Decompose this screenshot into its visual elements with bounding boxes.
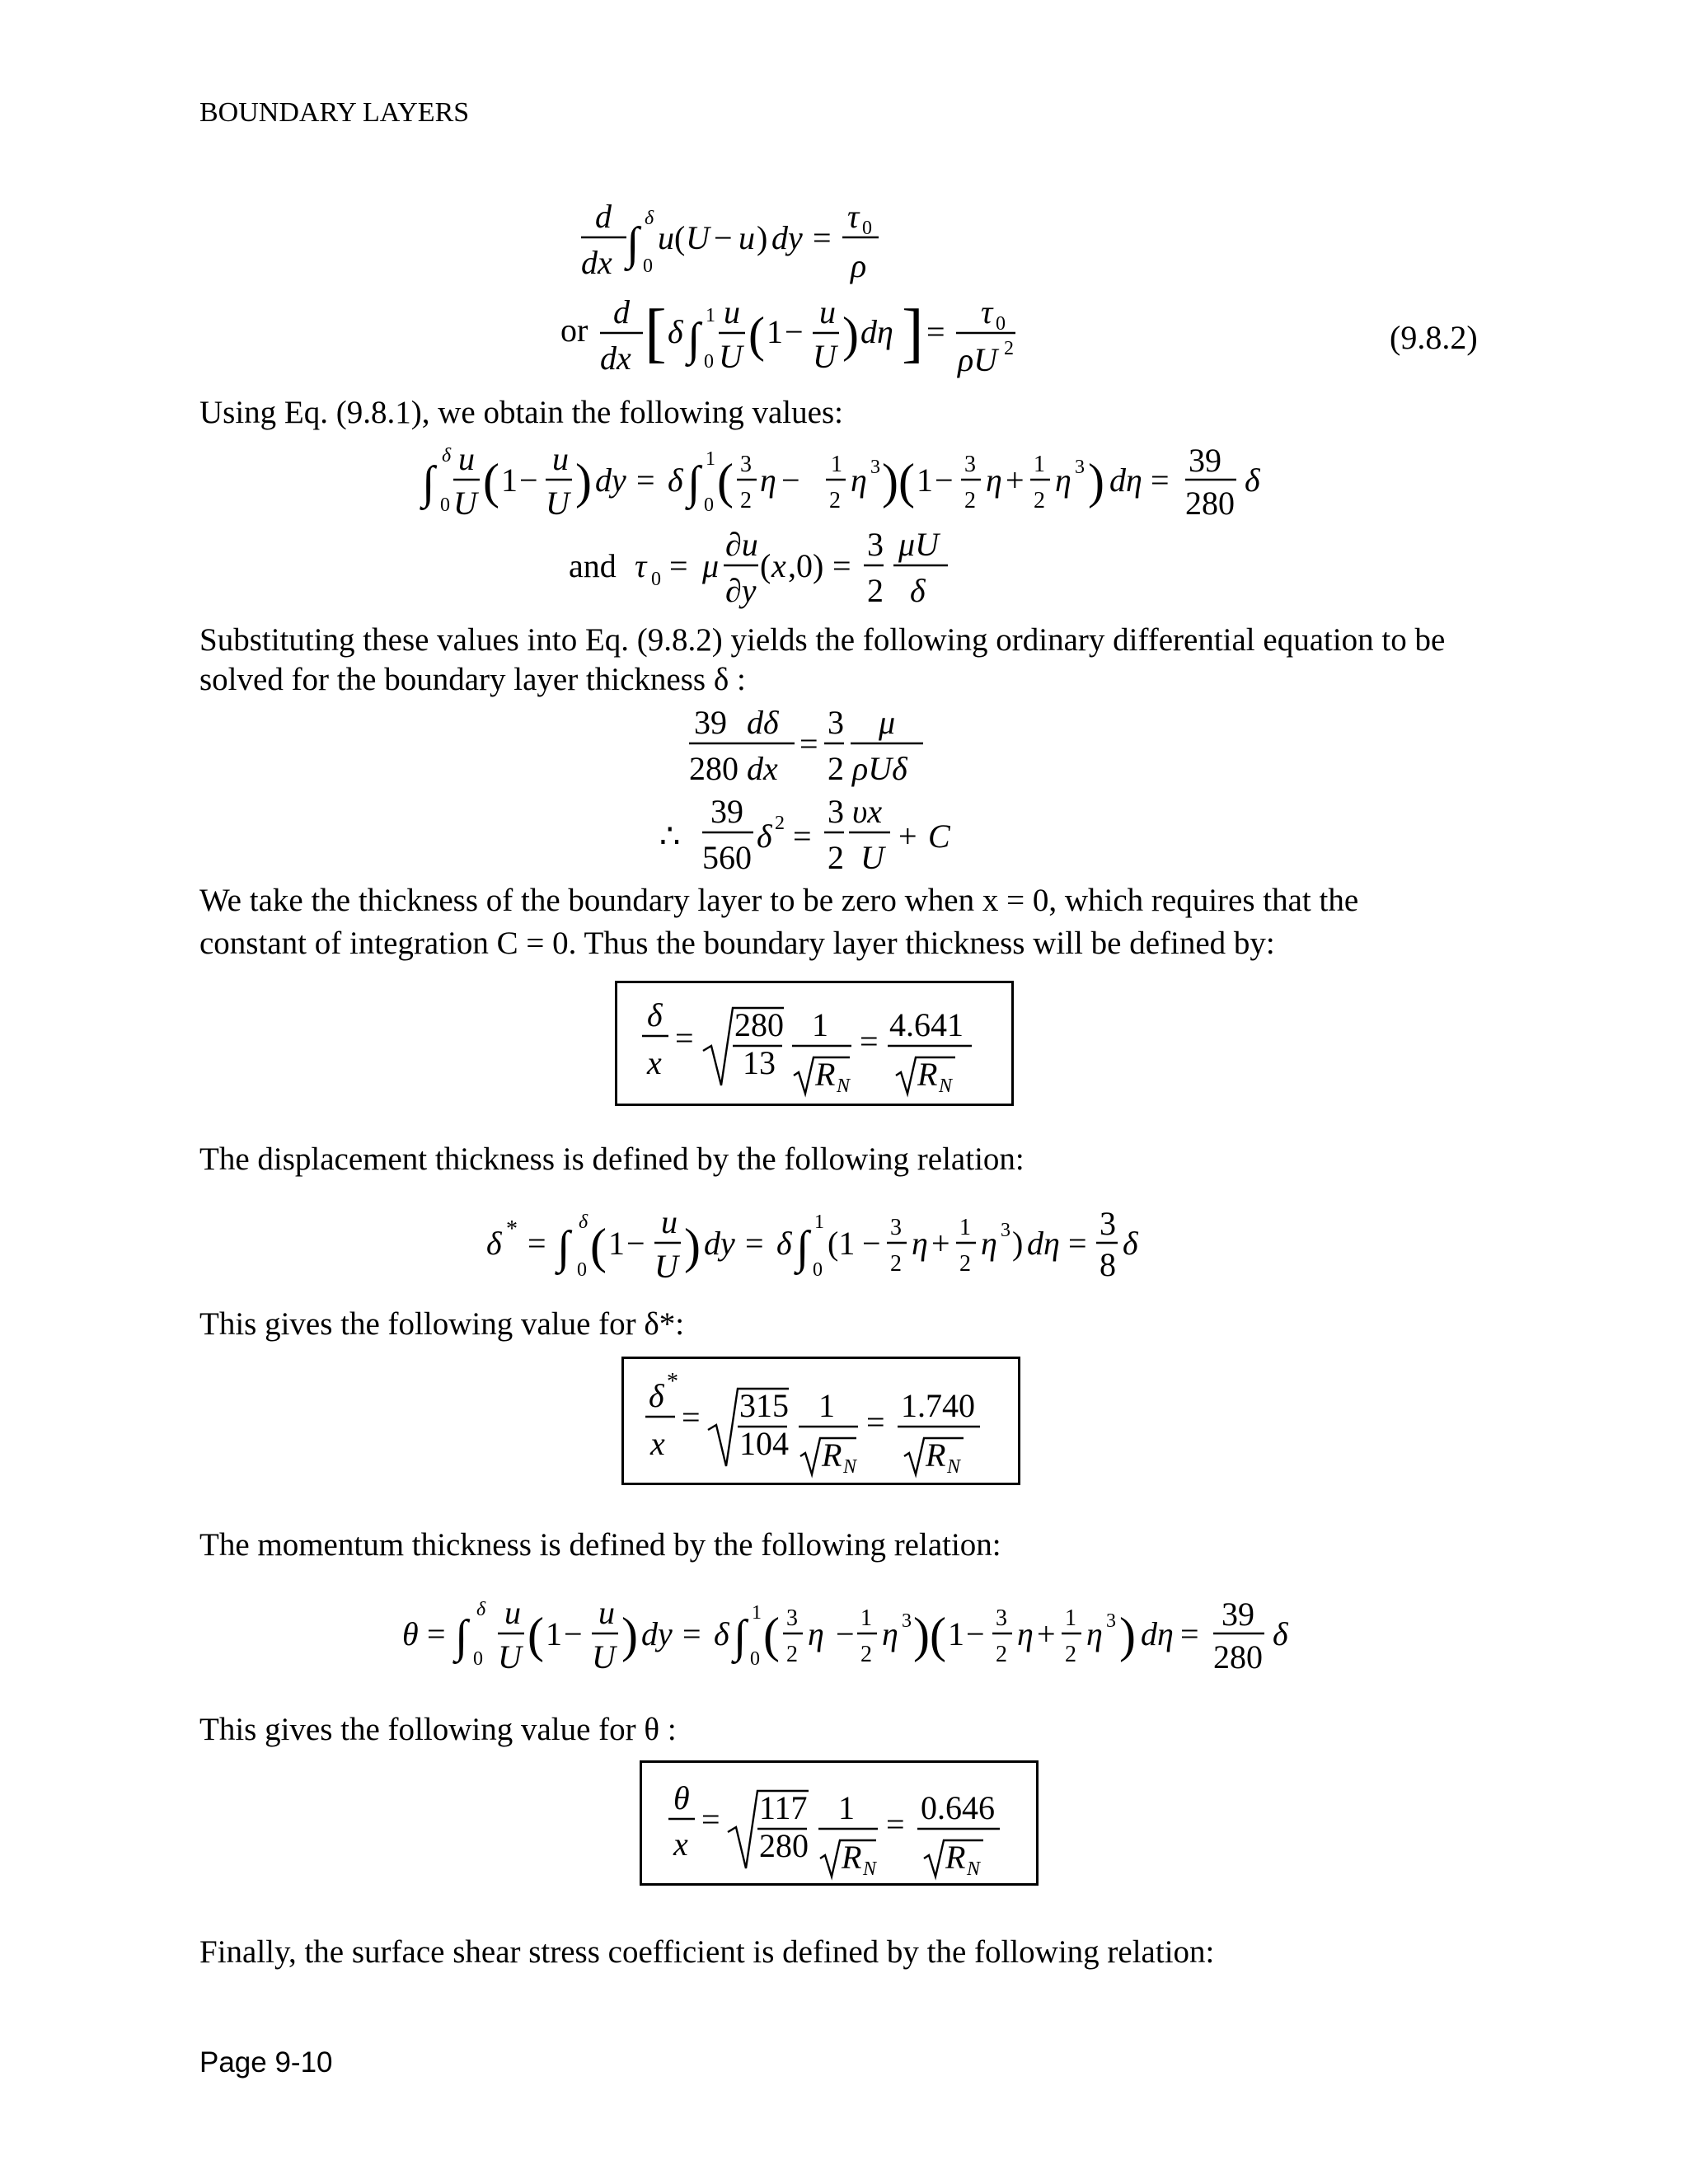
- svg-text:): ): [913, 1608, 930, 1662]
- svg-text:δ: δ: [668, 462, 683, 499]
- svg-text:=: =: [675, 1019, 694, 1057]
- svg-text:u: u: [738, 219, 755, 256]
- gives-theta-text: This gives the following value for θ :: [199, 1712, 677, 1747]
- svg-text:−: −: [966, 1615, 985, 1652]
- delta-star-result-box: [621, 1357, 1020, 1485]
- svg-text:u: u: [458, 440, 475, 477]
- svg-text:U: U: [546, 485, 570, 519]
- running-header: BOUNDARY LAYERS: [199, 97, 470, 128]
- delta-star-result-equation: [624, 1359, 1018, 1483]
- svg-text:=: =: [745, 1225, 764, 1262]
- svg-text:U: U: [654, 1248, 678, 1285]
- svg-text:δ: δ: [757, 818, 772, 855]
- svg-text:θ: θ: [402, 1615, 419, 1652]
- page-number: Page 9-10: [199, 2046, 333, 2079]
- svg-text:u: u: [819, 293, 836, 330]
- svg-text:1: 1: [948, 1615, 964, 1652]
- svg-text:=: =: [682, 1399, 701, 1436]
- svg-text:τ: τ: [635, 547, 647, 584]
- svg-text:=: =: [636, 462, 655, 499]
- svg-text:=: =: [793, 818, 812, 855]
- svg-text:∫: ∫: [455, 1611, 468, 1662]
- theta-result-box: [640, 1760, 1039, 1886]
- svg-text:η: η: [981, 1225, 997, 1262]
- svg-text:u: u: [661, 1203, 678, 1240]
- svg-text:1: 1: [706, 448, 715, 470]
- delta-result-box: [615, 981, 1014, 1106]
- theta-result-equation: [642, 1763, 1036, 1883]
- svg-text:dx: dx: [600, 340, 631, 377]
- svg-text:3: 3: [964, 452, 976, 477]
- svg-text:): ): [757, 219, 768, 256]
- theta-integral-denominator: 280: [1213, 1638, 1263, 1673]
- svg-text:∫: ∫: [734, 1611, 747, 1662]
- svg-text:∫: ∫: [687, 314, 701, 365]
- svg-text:[: [: [645, 297, 667, 369]
- svg-text:η: η: [1086, 1615, 1103, 1652]
- svg-text:μ: μ: [702, 547, 720, 584]
- svg-text:): ): [1119, 1608, 1136, 1662]
- svg-text:0: 0: [440, 494, 450, 516]
- svg-text:−: −: [519, 462, 538, 499]
- svg-text:0: 0: [704, 494, 714, 516]
- svg-text:N: N: [947, 1456, 961, 1478]
- svg-text:dy: dy: [704, 1225, 735, 1262]
- svg-text:): ): [575, 454, 592, 509]
- svg-text:0: 0: [862, 218, 872, 239]
- svg-text:∫: ∫: [796, 1222, 809, 1273]
- svg-text:3: 3: [1075, 457, 1085, 478]
- svg-text:d: d: [595, 198, 612, 235]
- theta-root-numerator: 117: [759, 1789, 808, 1826]
- svg-text:R: R: [945, 1839, 966, 1876]
- svg-text:R: R: [842, 1839, 862, 1876]
- svg-text:1: 1: [831, 452, 842, 477]
- svg-text:): ): [1012, 1225, 1024, 1262]
- svg-text:0: 0: [651, 569, 661, 590]
- svg-text:U: U: [498, 1638, 522, 1673]
- svg-text:U: U: [686, 219, 710, 256]
- svg-text:(: (: [717, 454, 734, 509]
- svg-text:2: 2: [1004, 338, 1014, 359]
- svg-text:3: 3: [828, 793, 844, 830]
- svg-text:ρUδ: ρUδ: [852, 750, 907, 787]
- svg-text:]: ]: [902, 297, 924, 369]
- svg-text:∫: ∫: [687, 457, 701, 509]
- momentum-text: The momentum thickness is defined by the following relation:: [199, 1527, 1001, 1563]
- svg-text:dx: dx: [747, 750, 778, 787]
- svg-text:39: 39: [710, 793, 743, 830]
- svg-text:1: 1: [917, 462, 933, 499]
- svg-text:N: N: [843, 1456, 857, 1478]
- svg-text:u: u: [658, 219, 674, 256]
- svg-text:τ: τ: [847, 198, 860, 235]
- svg-text:3: 3: [740, 452, 752, 477]
- svg-text:1: 1: [1065, 1605, 1076, 1631]
- svg-text:δ: δ: [647, 996, 663, 1033]
- svg-text:=: =: [669, 547, 688, 584]
- svg-text:dx: dx: [581, 244, 612, 281]
- svg-text:dη: dη: [1109, 462, 1142, 499]
- svg-text:η: η: [882, 1615, 898, 1652]
- svg-text:1: 1: [1034, 452, 1045, 477]
- svg-text:∂y: ∂y: [725, 572, 757, 609]
- svg-text:=: =: [528, 1225, 546, 1262]
- momentum-thickness-equation: [0, 1582, 1688, 1673]
- svg-text:x: x: [771, 547, 786, 584]
- svg-text:=: =: [926, 313, 945, 350]
- svg-text:): ): [1088, 454, 1104, 509]
- svg-text:R: R: [815, 1056, 836, 1093]
- svg-text:δ: δ: [668, 313, 683, 350]
- using-eq-text: Using Eq. (9.8.1), we obtain the following values:: [199, 395, 843, 430]
- take-thickness-text-2: constant of integration C = 0. Thus the boundary layer thickness will be defined by:: [199, 926, 1275, 961]
- svg-text:1: 1: [812, 1006, 828, 1043]
- svg-text:1: 1: [838, 1789, 855, 1826]
- svg-text:+: +: [931, 1225, 950, 1262]
- svg-text:x: x: [647, 1044, 662, 1081]
- svg-text:δ: δ: [476, 1599, 486, 1620]
- svg-text:0: 0: [704, 351, 714, 373]
- svg-text:=: =: [1068, 1225, 1087, 1262]
- svg-text:η: η: [851, 462, 867, 499]
- svg-text:N: N: [939, 1076, 953, 1097]
- svg-text:=: =: [799, 725, 818, 762]
- svg-text:560: 560: [702, 839, 752, 876]
- svg-text:∫: ∫: [626, 218, 640, 269]
- svg-text:∫: ∫: [557, 1222, 570, 1273]
- svg-text:1: 1: [752, 1602, 762, 1624]
- svg-text:1: 1: [767, 313, 783, 350]
- svg-text:(: (: [898, 454, 915, 509]
- svg-text:1: 1: [818, 1387, 835, 1424]
- svg-text:−: −: [564, 1615, 583, 1652]
- svg-text:(: (: [760, 547, 771, 584]
- svg-text:δ: δ: [1245, 462, 1260, 499]
- svg-text:ρ: ρ: [851, 247, 867, 284]
- svg-text:η: η: [808, 1615, 824, 1652]
- svg-text:η: η: [760, 462, 776, 499]
- svg-text:): ): [684, 1219, 701, 1273]
- svg-text:3: 3: [1106, 1610, 1116, 1632]
- svg-text:(: (: [930, 1608, 946, 1662]
- svg-text:C: C: [928, 818, 950, 855]
- svg-text:280: 280: [689, 750, 738, 787]
- svg-text:2: 2: [775, 813, 785, 834]
- svg-text:3: 3: [828, 704, 844, 741]
- svg-text:2: 2: [964, 488, 976, 513]
- svg-text:−: −: [836, 1615, 855, 1652]
- svg-text:3: 3: [786, 1605, 798, 1631]
- delta-result-equation: [617, 983, 1011, 1104]
- svg-text:=: =: [701, 1801, 720, 1838]
- finally-text: Finally, the surface shear stress coefficient is defined by the following relation:: [199, 1934, 1215, 1970]
- svg-text:): ): [842, 307, 859, 362]
- svg-text:x: x: [650, 1425, 665, 1462]
- svg-text:1: 1: [959, 1215, 971, 1240]
- svg-text:(: (: [528, 1608, 544, 1662]
- svg-text:3: 3: [1001, 1220, 1010, 1241]
- svg-text:=: =: [860, 1023, 879, 1060]
- delta-root-numerator: 280: [734, 1006, 784, 1043]
- svg-text:ρU: ρU: [958, 341, 998, 378]
- displacement-text: The displacement thickness is defined by the following relation:: [199, 1141, 1025, 1177]
- svg-text:U: U: [719, 338, 743, 375]
- svg-text:=: =: [682, 1615, 701, 1652]
- svg-text:=: =: [1151, 462, 1170, 499]
- delta-star-integral-denominator: 8: [1100, 1246, 1116, 1283]
- svg-text:+: +: [1006, 462, 1025, 499]
- svg-text:R: R: [917, 1056, 938, 1093]
- svg-text:∴: ∴: [659, 818, 681, 855]
- svg-text:dη: dη: [1027, 1225, 1060, 1262]
- svg-text:δ: δ: [714, 1615, 729, 1652]
- svg-text:R: R: [926, 1436, 946, 1474]
- svg-text:R: R: [822, 1436, 842, 1474]
- svg-text:(: (: [748, 307, 765, 362]
- svg-text:): ): [882, 454, 898, 509]
- theta-coefficient: 0.646: [921, 1789, 995, 1826]
- integral-result-denominator: 280: [1185, 485, 1235, 519]
- svg-text:,0): ,0): [788, 547, 824, 584]
- svg-text:2: 2: [867, 572, 884, 609]
- svg-text:θ: θ: [673, 1779, 690, 1816]
- svg-text:3: 3: [996, 1605, 1007, 1631]
- svg-text:1: 1: [501, 462, 518, 499]
- and-label: and: [569, 547, 617, 584]
- svg-text:0: 0: [577, 1259, 587, 1281]
- svg-text:−: −: [626, 1225, 645, 1262]
- svg-text:U: U: [813, 338, 837, 375]
- svg-text:U: U: [592, 1638, 616, 1673]
- svg-text:μ: μ: [879, 704, 896, 741]
- svg-text:3: 3: [890, 1215, 902, 1240]
- svg-text:2: 2: [860, 1642, 872, 1667]
- svg-text:3: 3: [867, 527, 884, 563]
- svg-text:N: N: [837, 1076, 851, 1097]
- svg-text:η: η: [912, 1225, 928, 1262]
- svg-text:δ: δ: [776, 1225, 792, 1262]
- thickness-ode-equations: [0, 701, 1688, 882]
- svg-text:2: 2: [1065, 1642, 1076, 1667]
- svg-text:dy: dy: [595, 462, 626, 499]
- svg-text:u: u: [724, 293, 740, 330]
- svg-text:μU: μU: [898, 527, 939, 563]
- svg-text:2: 2: [890, 1251, 902, 1277]
- svg-text:2: 2: [828, 750, 844, 787]
- delta-coefficient: 4.641: [889, 1006, 964, 1043]
- svg-text:U: U: [453, 485, 477, 519]
- svg-text:0: 0: [473, 1648, 483, 1670]
- svg-text:1: 1: [608, 1225, 625, 1262]
- svg-text:39: 39: [694, 704, 727, 741]
- svg-text:−: −: [935, 462, 954, 499]
- svg-text:1: 1: [814, 1212, 824, 1233]
- svg-text:(: (: [590, 1219, 607, 1273]
- svg-text:δ: δ: [910, 572, 926, 609]
- momentum-integral-equation: [0, 198, 1688, 404]
- svg-text:δ: δ: [579, 1212, 588, 1233]
- svg-text:δ: δ: [645, 208, 654, 229]
- svg-text:*: *: [506, 1216, 518, 1242]
- svg-text:υx: υx: [852, 793, 883, 830]
- substituting-text-1: Substituting these values into Eq. (9.8.2) yields the following ordinary differential equation to be: [199, 622, 1446, 658]
- svg-text:(: (: [763, 1608, 780, 1662]
- svg-text:η: η: [1017, 1615, 1034, 1652]
- svg-text:dδ: dδ: [747, 704, 779, 741]
- svg-text:dy: dy: [641, 1615, 673, 1652]
- svg-text:u: u: [552, 440, 569, 477]
- theta-integral-numerator: 39: [1221, 1596, 1254, 1633]
- svg-text:−: −: [785, 313, 804, 350]
- svg-text:(: (: [674, 219, 686, 256]
- svg-text:1: 1: [860, 1605, 872, 1631]
- svg-text:d: d: [613, 293, 630, 330]
- displacement-thickness-equation: [0, 1187, 1688, 1286]
- svg-text:*: *: [667, 1369, 678, 1394]
- svg-text:2: 2: [959, 1251, 971, 1277]
- delta-star-integral-numerator: 3: [1100, 1205, 1116, 1242]
- gives-delta-star-text: This gives the following value for δ*:: [199, 1306, 685, 1342]
- svg-text:=: =: [427, 1615, 446, 1652]
- svg-text:η: η: [986, 462, 1002, 499]
- svg-text:−: −: [862, 1225, 881, 1262]
- svg-text:0: 0: [996, 313, 1006, 335]
- svg-text:): ): [621, 1608, 638, 1662]
- svg-text:∂u: ∂u: [725, 527, 758, 563]
- svg-text:2: 2: [829, 488, 841, 513]
- svg-text:−: −: [714, 219, 733, 256]
- substituting-text-2: solved for the boundary layer thickness δ :: [199, 662, 746, 697]
- svg-text:=: =: [886, 1806, 905, 1843]
- svg-text:∫: ∫: [422, 457, 435, 509]
- svg-text:=: =: [813, 219, 832, 256]
- svg-text:1: 1: [706, 305, 715, 326]
- or-label: or: [560, 312, 588, 349]
- svg-text:dη: dη: [860, 313, 893, 350]
- svg-text:(: (: [483, 454, 499, 509]
- delta-root-denominator: 13: [743, 1044, 776, 1081]
- take-thickness-text-1: We take the thickness of the boundary layer to be zero when x = 0, which requires that the: [199, 883, 1359, 918]
- svg-text:N: N: [967, 1858, 981, 1880]
- svg-text:−: −: [781, 462, 800, 499]
- svg-text:N: N: [863, 1858, 877, 1880]
- svg-text:0: 0: [643, 255, 653, 277]
- svg-text:1: 1: [546, 1615, 562, 1652]
- svg-text:δ: δ: [649, 1377, 664, 1414]
- svg-text:=: =: [1180, 1615, 1199, 1652]
- svg-text:3: 3: [902, 1610, 912, 1632]
- svg-text:u: u: [504, 1594, 521, 1631]
- svg-text:+: +: [898, 818, 917, 855]
- svg-text:0: 0: [813, 1259, 823, 1281]
- svg-text:η: η: [1055, 462, 1071, 499]
- svg-text:(1: (1: [828, 1225, 856, 1262]
- velocity-integral-equation: [0, 429, 1688, 519]
- svg-text:3: 3: [870, 457, 880, 478]
- equation-number: (9.8.2): [1390, 319, 1478, 356]
- delta-star-root-denominator: 104: [739, 1425, 789, 1462]
- svg-text:0: 0: [750, 1648, 760, 1670]
- svg-text:2: 2: [828, 839, 844, 876]
- delta-star-coefficient: 1.740: [901, 1387, 975, 1424]
- svg-text:δ: δ: [442, 445, 452, 466]
- svg-text:2: 2: [1034, 488, 1045, 513]
- svg-text:2: 2: [996, 1642, 1007, 1667]
- svg-text:2: 2: [740, 488, 752, 513]
- integral-result-numerator: 39: [1189, 442, 1221, 479]
- delta-star-root-numerator: 315: [739, 1387, 789, 1424]
- wall-shear-equation: [0, 527, 1688, 618]
- svg-text:u: u: [598, 1594, 615, 1631]
- svg-text:δ: δ: [1273, 1615, 1288, 1652]
- svg-text:dη: dη: [1141, 1615, 1174, 1652]
- svg-text:2: 2: [786, 1642, 798, 1667]
- svg-text:=: =: [866, 1404, 885, 1441]
- svg-text:δ: δ: [486, 1225, 502, 1262]
- svg-text:δ: δ: [1123, 1225, 1138, 1262]
- svg-text:dy: dy: [771, 219, 803, 256]
- svg-text:x: x: [673, 1825, 688, 1863]
- theta-root-denominator: 280: [759, 1827, 809, 1864]
- svg-text:U: U: [860, 839, 884, 876]
- svg-text:=: =: [832, 547, 851, 584]
- svg-text:τ: τ: [981, 293, 993, 330]
- svg-text:+: +: [1037, 1615, 1056, 1652]
